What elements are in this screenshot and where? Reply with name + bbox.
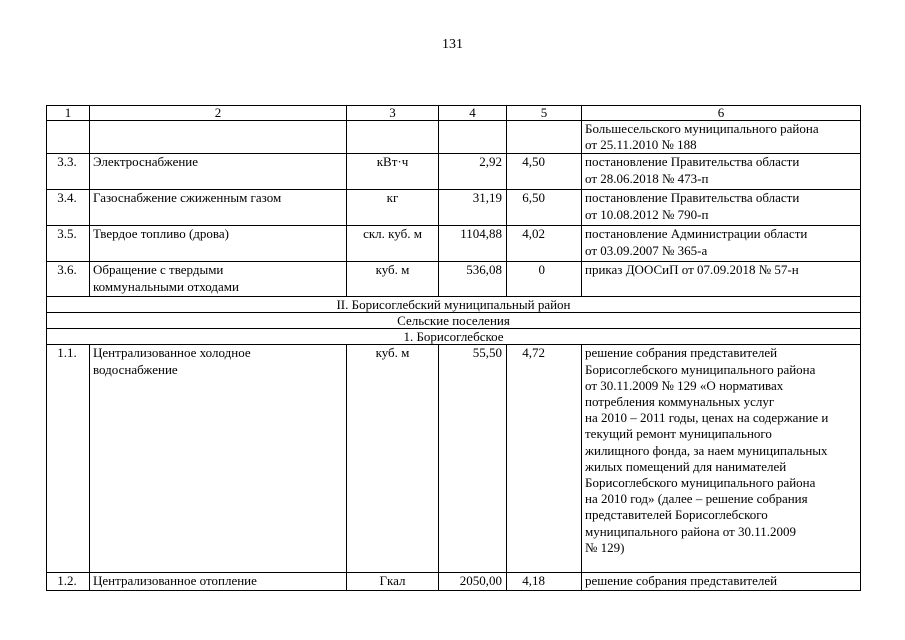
service-name	[90, 121, 347, 154]
row-number: 3.5.	[47, 226, 90, 262]
unit: Гкал	[347, 573, 439, 590]
service-name: Твердое топливо (дрова)	[90, 226, 347, 262]
section-row	[47, 329, 861, 345]
norm-value: 2,92	[439, 154, 507, 190]
column-number-header	[47, 106, 861, 121]
norm-value: 55,50	[439, 345, 507, 573]
row-number	[47, 121, 90, 154]
unit: скл. куб. м	[347, 226, 439, 262]
locality-heading: 1. Борисоглебское	[47, 329, 861, 345]
rate-value: 0	[507, 262, 582, 297]
unit: кг	[347, 190, 439, 226]
norm-value: 536,08	[439, 262, 507, 297]
header-col-6: 6	[582, 106, 861, 121]
service-name: Обращение с твердыми коммунальными отходами	[90, 262, 347, 297]
header-col-5: 5	[507, 106, 582, 121]
norm-value: 2050,00	[439, 573, 507, 590]
norm-value: 31,19	[439, 190, 507, 226]
rate-value: 4,72	[507, 345, 582, 573]
legal-basis: решение собрания представителей	[582, 573, 861, 590]
rate-value: 4,50	[507, 154, 582, 190]
norm-value	[439, 121, 507, 154]
rate-value: 4,18	[507, 573, 582, 590]
table-row	[47, 226, 861, 262]
header-col-2: 2	[90, 106, 347, 121]
service-name: Централизованное холодное водоснабжение	[90, 345, 347, 573]
legal-basis: Большесельского муниципального района от 25.11.2010 № 188	[582, 121, 861, 154]
unit: куб. м	[347, 262, 439, 297]
table-row	[47, 573, 861, 590]
section-row	[47, 297, 861, 313]
page-number: 131	[442, 37, 463, 52]
service-name: Электроснабжение	[90, 154, 347, 190]
legal-basis: постановление Правительства области от 28.06.2018 № 473-п	[582, 154, 861, 190]
row-number: 3.6.	[47, 262, 90, 297]
district-heading: II. Борисоглебский муниципальный район	[47, 297, 861, 313]
legal-basis: постановление Администрации области от 03.09.2007 № 365-а	[582, 226, 861, 262]
header-col-4: 4	[439, 106, 507, 121]
service-name: Газоснабжение сжиженным газом	[90, 190, 347, 226]
service-name: Централизованное отопление	[90, 573, 347, 590]
norm-value: 1104,88	[439, 226, 507, 262]
header-col-1: 1	[47, 106, 90, 121]
legal-basis: приказ ДООСиП от 07.09.2018 № 57-н	[582, 262, 861, 297]
legal-basis: постановление Правительства области от 10.08.2012 № 790-п	[582, 190, 861, 226]
section-row	[47, 313, 861, 329]
settlements-heading: Сельские поселения	[47, 313, 861, 329]
unit: куб. м	[347, 345, 439, 573]
rate-value	[507, 121, 582, 154]
legal-basis: решение собрания представителей Борисоглебского муниципального района от 30.11.2009 № 129 «О нормативах потребления коммунальных услуг на 2010 – 2011 годы, ценах на содержание и текущий ремонт муниципального жилищного фонда, за наем муниципальных жилых помещений для нанимателей Борисоглебского муниципального района на 2010 год» (далее – решение собрания представителей Борисоглебского муниципального района от 30.11.2009 № 129)	[582, 345, 861, 573]
row-number: 3.3.	[47, 154, 90, 190]
table-row	[47, 121, 861, 154]
rate-value: 4,02	[507, 226, 582, 262]
tariff-table	[46, 105, 861, 591]
rate-value: 6,50	[507, 190, 582, 226]
table-row	[47, 345, 861, 573]
unit	[347, 121, 439, 154]
table-row	[47, 154, 861, 190]
row-number: 3.4.	[47, 190, 90, 226]
row-number: 1.2.	[47, 573, 90, 590]
table-row	[47, 262, 861, 297]
table-row	[47, 190, 861, 226]
header-col-3: 3	[347, 106, 439, 121]
row-number: 1.1.	[47, 345, 90, 573]
unit: кВт·ч	[347, 154, 439, 190]
